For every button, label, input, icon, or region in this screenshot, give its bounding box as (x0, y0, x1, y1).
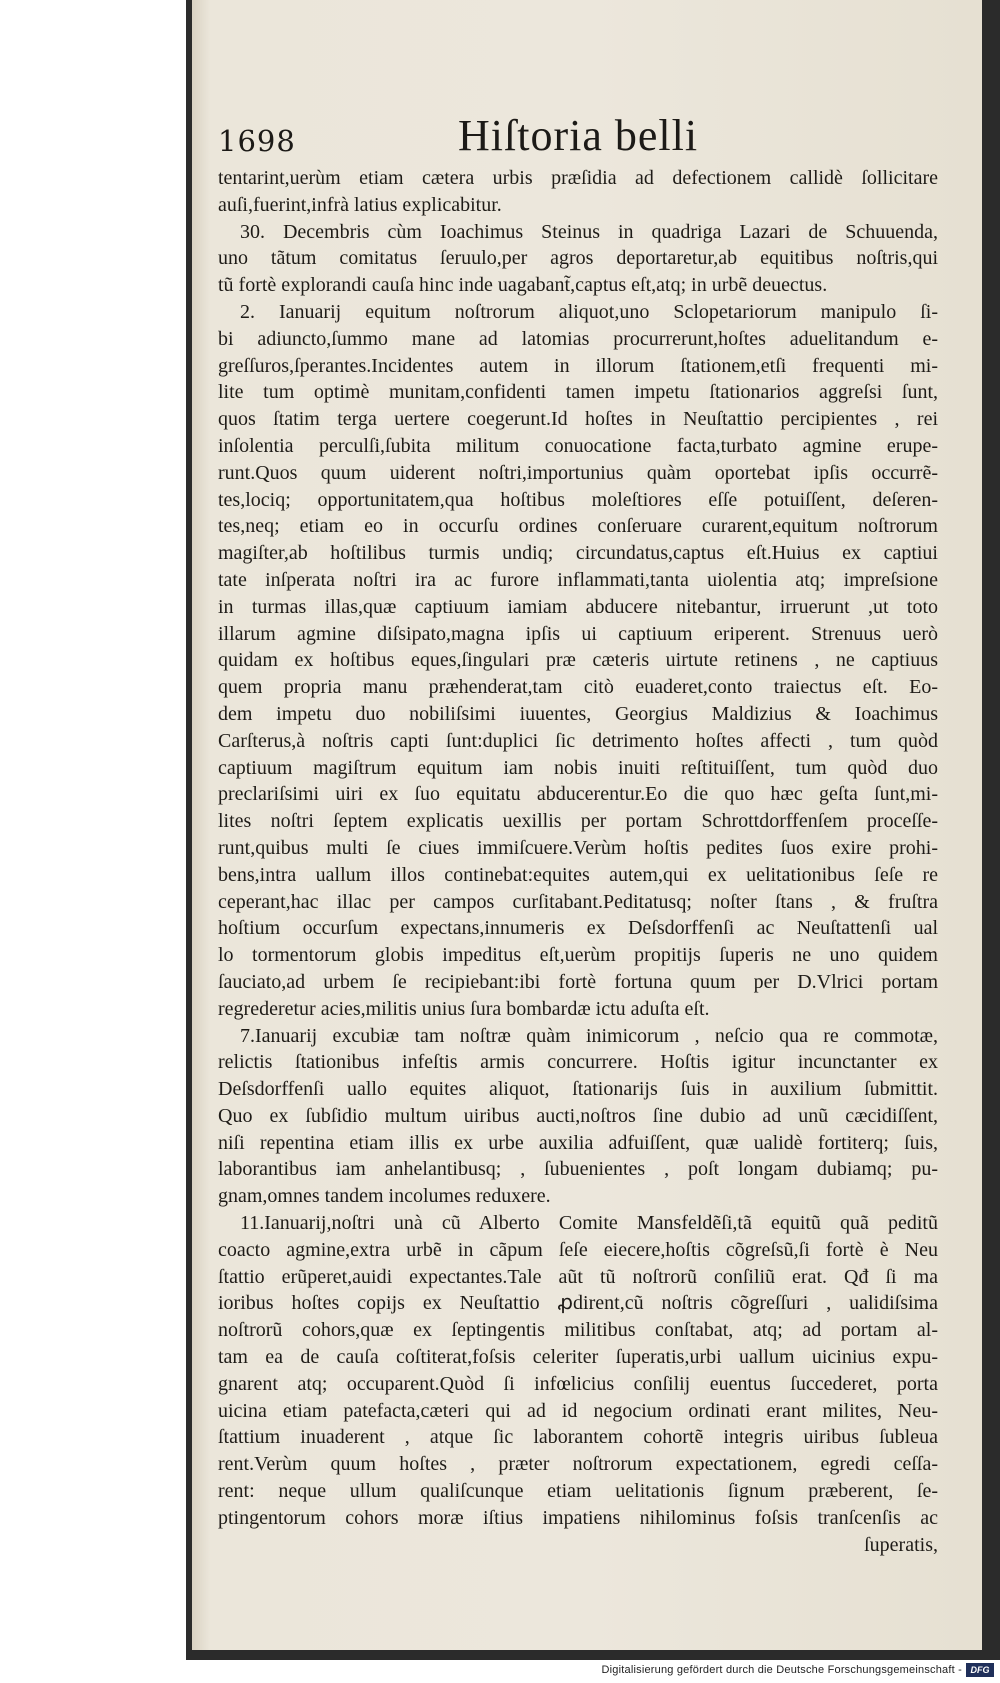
text-line: Deſsdorffenſi uallo equites aliquot, ſtationarijs ſuis in auxilium ſubmittit. (218, 1078, 938, 1101)
text-line: inſolentia perculſi,ſubita militum conuocatione facta,turbato agmine erupe- (218, 434, 938, 457)
text-line: uicina etiam patefacta,cæteri qui ad id negocium ordinati erant milites, Neu- (218, 1399, 938, 1422)
text-line: captiuum magiſtrum equitum iam nobis inuiti reſtituiſſent, tum quòd duo (218, 756, 938, 779)
text-line: in turmas illas,quæ captiuum iamiam abducere nitebantur, irruerunt ,ut toto (218, 595, 938, 618)
running-title: Hiſtoria belli (458, 111, 699, 160)
text-line: bi adiuncto,ſummo mane ad latomias procurrerunt,hoſtes aduelitandum e- (218, 327, 938, 350)
text-line: tate inſperata noſtri ira ac furore inflammati,tanta uiolentia atq; impreſsione (218, 568, 938, 591)
text-line: quos ſtatim terga uertere coegerunt.Id hoſtes in Neuſtattio percipientes , rei (218, 408, 938, 431)
page-number: 1698 (218, 124, 296, 158)
text-line: gnarent atq; occuparent.Quòd ſi infœlicius conſilij euentus ſuccederet, porta (218, 1372, 938, 1395)
text-line: illarum agmine diſsipato,magna ipſis ui captiuum eriperent. Strenuus uerò (218, 622, 938, 645)
text-line: auſi,fuerint,infrà latius explicabitur. (218, 193, 502, 216)
page-header (218, 110, 918, 160)
text-line: ſuperatis, (864, 1533, 938, 1556)
text-line: tentarint,uerùm etiam cætera urbis præſidia ad defectionem callidè ſollicitare (218, 167, 938, 189)
text-line: quem propria manu præhenderat,tam citò euaderet,conto traiectus eſt. Eo- (218, 676, 938, 699)
text-line: bens,intra uallum illos continebat:equites autem,qui ex uelitationibus ſeſe re (218, 863, 938, 886)
body-text (218, 165, 938, 1558)
text-line: ſtattio erũperet,auidi expectantes.Tale aũt tũ noſtrorũ conſiliũ erat. Qđ ſi ma (218, 1265, 938, 1288)
text-line: dem impetu duo nobiliſsimi iuuentes, Georgius Maldizius & Ioachimus (218, 702, 938, 725)
text-line: uno tãtum comitatus ſeruulo,per agros deportaretur,ab equitibus noſtris,qui (218, 247, 938, 270)
text-line: lo tormentorum globis impeditus eſt,uerùm propitijs ſuperis ne uno quidem (218, 944, 938, 967)
text-line: greſſuros,ſperantes.Incidentes autem in illorum ſtationem,etſi frequenti mi- (218, 354, 938, 377)
text-line: ceperant,hac illac per campos curſitabant.Peditatusq; noſter ſtans , & fruſtra (218, 890, 938, 913)
text-line: ſauciato,ad urbem ſe recipiebant:ibi fortè fortuna quum per D.Vlrici portam (218, 970, 938, 993)
text-line: Carſterus,à noſtris capti ſunt:duplici ſic detrimento hoſtes affecti , tum quòd (218, 729, 938, 752)
text-line: Quo ex ſubſidio multum uiribus aucti,noſtros ſine dubio ad unũ cæcidiſſent, (218, 1104, 938, 1127)
digitization-credit: Digitalisierung gefördert durch die Deutsche Forschungsgemeinschaft - (601, 1664, 962, 1676)
text-line: magiſter,ab hoſtilibus turmis undiq; circundatus,captus eſt.Huius ex captiui (218, 542, 938, 565)
text-line: coacto agmine,extra urbẽ in cãpum ſeſe eiecere,hoſtis cõgreſsũ,ſi fortè è Neu (218, 1238, 938, 1261)
dfg-logo-icon: DFG (966, 1663, 994, 1677)
text-line: runt,quibus multi ſe ciues immiſcuere.Verùm hoſtis pedites ſuos exire prohi- (218, 836, 938, 859)
text-line: regrederetur acies,militis unius ſura bombardæ ictu aduſta eſt. (218, 997, 710, 1020)
text-line: 30. Decembris cùm Ioachimus Steinus in quadriga Lazari de Schuuenda, (240, 220, 938, 243)
text-line: gnam,omnes tandem incolumes reduxere. (218, 1185, 551, 1208)
text-line: lite tum optimè munitam,confidenti tamen impetu ſtationarios aggreſsi ſunt, (218, 381, 938, 404)
text-line: 2. Ianuarij equitum noſtrorum aliquot,uno Sclopetariorum manipulo ſi- (240, 300, 938, 323)
text-line: niſi repentina etiam illis ex urbe auxilia adfuiſſent, quæ ualidè fortiterq; ſuis, (218, 1131, 938, 1154)
text-line: preclariſsimi uiri ex ſuo equitatu abducerentur.Eo die quo hæc geſta ſunt,mi- (218, 783, 938, 806)
text-line: tũ fortè explorandi cauſa hinc inde uagabant̃,captus eſt,atq; in urbẽ deuectus. (218, 274, 828, 297)
text-line: tam ea de cauſa coſtiterat,foſsis celeriter ſuperatis,urbi uallum uicinius expu- (218, 1346, 938, 1369)
text-line: hoſtium occurſum expectans,innumeris ex Deſsdorffenſi ac Neuſtattenſi ual (218, 917, 938, 940)
text-line: rent: neque ullum qualiſcunque etiam uelitationis ſignum præberent, ſe- (218, 1480, 938, 1503)
text-line: ſtattium inuaderent , atque ſic laborantem cohortẽ integris uiribus ſubleua (218, 1426, 938, 1449)
text-line: laborantibus iam anhelantibusq; , ſubuenientes , poſt longam dubiamq; pu- (218, 1158, 938, 1181)
text-line: rent.Verùm quum hoſtes , præter noſtrorum expectationem, egredi ceſſa- (218, 1453, 938, 1476)
text-line: relictis ſtationibus infeſtis armis concurrere. Hoſtis igitur incunctanter ex (218, 1051, 938, 1074)
text-line: quidam ex hoſtibus eques,ſingulari præ cæteris uirtute retinens , ne captiuus (218, 649, 938, 672)
text-line: tes,neq; etiam eo in occurſu ordines conſeruare curarent,equitum noſtrorum (218, 515, 938, 538)
text-line: lites noſtri ſeptem explicatis uexillis per portam Schrottdorffenſem proceſſe- (218, 810, 938, 833)
text-line: noſtrorũ cohors,quæ ex ſeptingentis militibus conſtabat, atq; ad portam al- (218, 1319, 938, 1342)
text-line: 7.Ianuarij excubiæ tam noſtræ quàm inimicorum , neſcio qua re commotæ, (240, 1024, 938, 1047)
text-line: 11.Ianuarij,noſtri unà cũ Alberto Comite Mansfeldẽſi,tã equitũ quã peditũ (240, 1212, 938, 1235)
text-line: ptingentorum cohors moræ iſtius impatiens nihilominus foſsis tranſcenſis ac (218, 1506, 938, 1529)
book-page (192, 0, 982, 1650)
text-line: runt.Quos quum uiderent noſtri,importunius quàm oportebat ipſis occurrẽ- (218, 461, 938, 484)
text-line: ioribus hoſtes copijs ex Neuſtattio ꝓdirent,cũ noſtris cõgreſſuri , ualidiſsima (218, 1292, 938, 1315)
text-line: tes,lociq; opportunitatem,qua hoſtibus moleſtiores eſſe potuiſſent, deſeren- (218, 488, 938, 511)
